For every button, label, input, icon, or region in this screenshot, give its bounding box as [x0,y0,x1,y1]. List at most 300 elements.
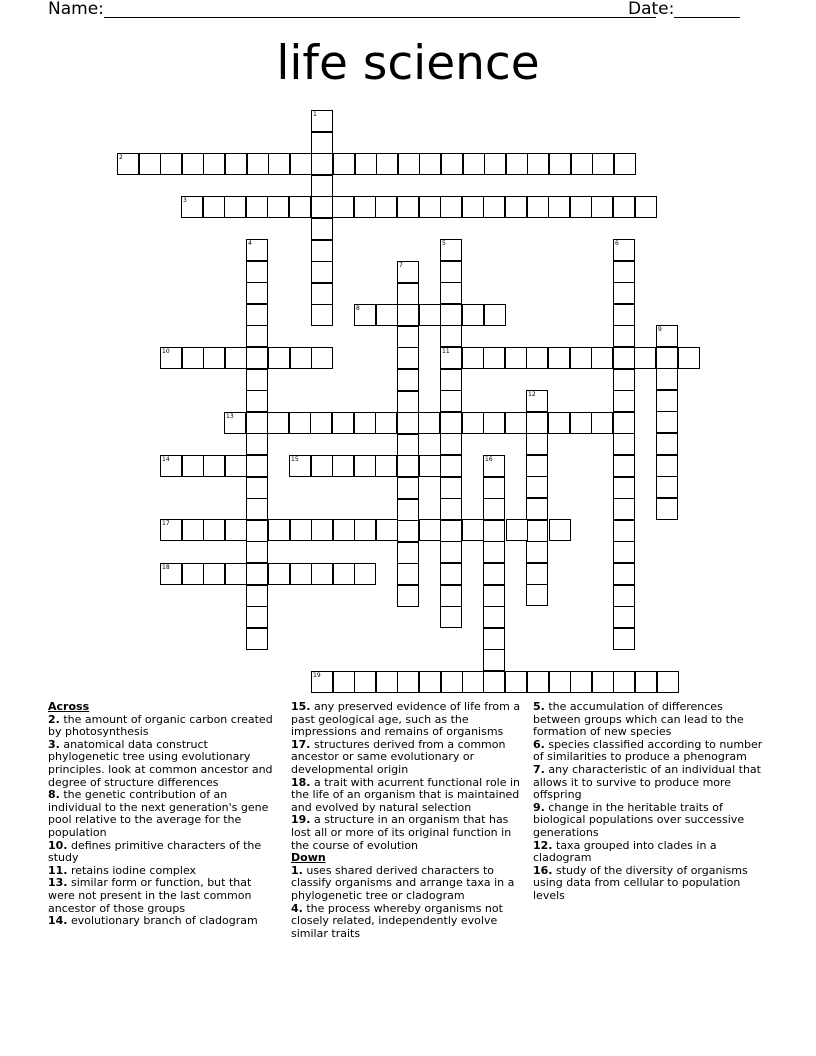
grid-cell[interactable] [440,347,462,369]
clue-item [48,840,280,865]
grid-cell[interactable] [656,498,678,520]
clue-item [48,714,280,739]
clue-item [291,777,523,815]
grid-cell[interactable] [419,519,441,541]
grid-cell[interactable] [483,628,505,650]
grid-cell[interactable] [591,412,613,434]
grid-cell[interactable] [397,326,419,348]
grid-cell[interactable] [462,519,484,541]
grid-cell[interactable] [203,519,225,541]
grid-cell[interactable] [354,196,376,218]
grid-cell[interactable] [440,196,462,218]
grid-cell[interactable] [225,347,247,369]
grid-cell[interactable] [548,347,570,369]
clue-item-number: 1. [291,863,303,877]
grid-cell[interactable] [570,671,592,693]
grid-cell[interactable] [440,282,462,304]
grid-cell[interactable] [570,347,592,369]
grid-cell[interactable] [268,347,290,369]
grid-cell[interactable] [290,347,312,369]
clue-item-text: the genetic contribution of an individual to the next generation's gene pool relative to the average for the population [48,788,269,839]
grid-cell[interactable] [657,671,679,693]
grid-cell[interactable] [419,455,441,477]
grid-cell[interactable] [160,153,182,175]
grid-cell[interactable] [483,520,505,542]
grid-cell[interactable] [354,563,376,585]
grid-cell[interactable] [246,585,268,607]
grid-cell[interactable] [526,455,548,477]
grid-cell[interactable] [246,433,268,455]
grid-cell[interactable] [332,412,354,434]
grid-cell[interactable] [419,153,441,175]
grid-cell[interactable] [440,477,462,499]
grid-cell[interactable] [483,498,505,520]
grid-cell[interactable] [440,563,462,585]
clue-number-3: 3 [183,197,187,204]
clue-number-11: 11 [442,348,450,355]
grid-cell[interactable] [656,325,678,347]
grid-cell[interactable] [463,153,485,175]
clue-number-2: 2 [119,154,123,161]
grid-cell[interactable] [375,455,397,477]
grid-cell[interactable] [397,520,419,542]
grid-cell[interactable] [397,412,419,434]
grid-cell[interactable] [246,520,268,542]
grid-cell[interactable] [440,390,462,412]
grid-cell[interactable] [549,671,571,693]
clue-number-5: 5 [442,240,446,247]
grid-cell[interactable] [182,347,204,369]
grid-cell[interactable] [311,240,333,262]
grid-cell[interactable] [613,412,635,434]
grid-cell[interactable] [268,519,290,541]
grid-cell[interactable] [441,671,463,693]
grid-cell[interactable] [440,585,462,607]
grid-cell[interactable] [548,196,570,218]
grid-cell[interactable] [246,282,268,304]
grid-cell[interactable] [506,519,528,541]
grid-cell[interactable] [570,412,592,434]
grid-cell[interactable] [548,412,570,434]
grid-cell[interactable] [397,261,419,283]
clue-item-text: similar form or function, but that were not present in the last common ancestor of those groups [48,876,252,915]
grid-cell[interactable] [225,519,247,541]
grid-cell[interactable] [614,153,636,175]
clue-item-number: 10. [48,838,68,852]
grid-cell[interactable] [397,455,419,477]
grid-cell[interactable] [311,132,333,154]
grid-cell[interactable] [613,369,635,391]
grid-cell[interactable] [246,498,268,520]
grid-cell[interactable] [247,153,269,175]
grid-cell[interactable] [526,563,548,585]
clue-item [533,701,765,739]
grid-cell[interactable] [225,455,247,477]
grid-cell[interactable] [656,433,678,455]
grid-cell[interactable] [570,196,592,218]
clue-item [533,802,765,840]
grid-cell[interactable] [267,412,289,434]
grid-cell[interactable] [613,477,635,499]
clue-item-number: 19. [291,813,311,827]
grid-cell[interactable] [354,671,376,693]
grid-cell[interactable] [268,563,290,585]
grid-cell[interactable] [397,196,419,218]
grid-cell[interactable] [290,563,312,585]
clue-item-number: 17. [291,737,311,751]
clue-item-text: structures derived from a common ancestor or same evolutionary or developmental origin [291,737,506,776]
clue-item-number: 6. [533,737,545,751]
grid-cell[interactable] [224,412,246,434]
grid-cell[interactable] [462,412,484,434]
clue-item-text: a structure in an organism that has lost all or more of its original function in the course of evolution [291,813,512,852]
grid-cell[interactable] [656,390,678,412]
grid-cell[interactable] [613,498,635,520]
grid-cell[interactable] [505,347,527,369]
grid-cell[interactable] [613,390,635,412]
grid-cell[interactable] [311,519,333,541]
grid-cell[interactable] [203,196,225,218]
grid-cell[interactable] [483,585,505,607]
grid-cell[interactable] [225,563,247,585]
clue-item-number: 16. [533,863,553,877]
grid-cell[interactable] [246,196,268,218]
grid-cell[interactable] [246,412,268,434]
grid-cell[interactable] [225,153,247,175]
grid-cell[interactable] [440,304,462,326]
grid-cell[interactable] [613,433,635,455]
clue-column-2 [291,701,523,940]
grid-cell[interactable] [635,196,657,218]
grid-cell[interactable] [440,261,462,283]
grid-cell[interactable] [181,196,203,218]
grid-cell[interactable] [246,477,268,499]
grid-cell[interactable] [289,455,311,477]
clue-item-text: the process whereby organisms not closely related, independently evolve similar traits [291,901,503,940]
grid-cell[interactable] [139,153,161,175]
grid-cell[interactable] [203,563,225,585]
grid-cell[interactable] [376,153,398,175]
grid-cell[interactable] [160,347,182,369]
grid-cell[interactable] [483,412,505,434]
grid-cell[interactable] [526,520,548,542]
grid-cell[interactable] [354,304,376,326]
grid-cell[interactable] [527,153,549,175]
grid-cell[interactable] [571,153,593,175]
grid-cell[interactable] [246,541,268,563]
clue-item [48,915,280,928]
grid-cell[interactable] [355,153,377,175]
grid-cell[interactable] [311,110,333,132]
name-label: Name: [48,0,104,19]
grid-cell[interactable] [484,153,506,175]
grid-cell[interactable] [246,628,268,650]
clue-item [291,903,523,941]
grid-cell[interactable] [246,304,268,326]
clue-item [533,739,765,764]
grid-cell[interactable] [376,519,398,541]
grid-cell[interactable] [613,585,635,607]
clue-number-10: 10 [162,348,170,355]
grid-cell[interactable] [333,671,355,693]
grid-cell[interactable] [526,412,548,434]
grid-cell[interactable] [311,455,333,477]
grid-cell[interactable] [483,671,505,693]
grid-cell[interactable] [333,153,355,175]
grid-cell[interactable] [311,196,333,218]
down-heading: Down [291,851,326,865]
grid-cell[interactable] [160,519,182,541]
grid-cell[interactable] [440,433,462,455]
grid-cell[interactable] [592,153,614,175]
grid-cell[interactable] [440,412,462,434]
grid-cell[interactable] [549,519,571,541]
grid-cell[interactable] [117,153,139,175]
grid-cell[interactable] [613,196,635,218]
clue-item-number: 9. [533,800,545,814]
grid-cell[interactable] [397,347,419,369]
clue-number-7: 7 [399,262,403,269]
grid-cell[interactable] [591,196,613,218]
page-title: life science [276,36,540,91]
grid-cell[interactable] [397,391,419,413]
grid-cell[interactable] [290,519,312,541]
grid-cell[interactable] [613,606,635,628]
grid-cell[interactable] [484,304,506,326]
grid-cell[interactable] [483,541,505,563]
grid-cell[interactable] [203,347,225,369]
clue-item-number: 3. [48,737,60,751]
clue-item-number: 13. [48,876,68,890]
grid-cell[interactable] [289,196,311,218]
grid-cell[interactable] [419,304,441,326]
clue-item-text: any preserved evidence of life from a past geological age, such as the impressions and remains of organisms [291,700,521,739]
grid-cell[interactable] [527,196,549,218]
clue-item [48,789,280,839]
clue-item-text: evolutionary branch of cladogram [71,914,258,928]
clue-number-4: 4 [248,240,252,247]
grid-cell[interactable] [333,519,355,541]
grid-cell[interactable] [635,671,657,693]
clue-number-6: 6 [615,240,619,247]
grid-cell[interactable] [634,347,656,369]
grid-cell[interactable] [182,519,204,541]
grid-cell[interactable] [311,175,333,197]
grid-cell[interactable] [526,390,548,412]
grid-cell[interactable] [440,541,462,563]
grid-cell[interactable] [246,325,268,347]
grid-cell[interactable] [613,671,635,693]
clue-item [291,865,523,903]
grid-cell[interactable] [462,196,484,218]
grid-cell[interactable] [397,477,419,499]
grid-cell[interactable] [613,563,635,585]
grid-cell[interactable] [441,153,463,175]
grid-cell[interactable] [289,412,311,434]
clue-item-number: 2. [48,712,60,726]
grid-cell[interactable] [182,455,204,477]
grid-cell[interactable] [419,671,441,693]
grid-cell[interactable] [440,239,462,261]
grid-cell[interactable] [375,412,397,434]
clue-item-text: anatomical data construct phylogenetic tree using evolutionary principles. look at common ancestor and degree of structure differences [48,737,273,789]
grid-cell[interactable] [376,671,398,693]
grid-cell[interactable] [311,261,333,283]
grid-cell[interactable] [311,563,333,585]
grid-cell[interactable] [656,368,678,390]
grid-cell[interactable] [526,584,548,606]
grid-cell[interactable] [246,239,268,261]
grid-cell[interactable] [613,325,635,347]
grid-cell[interactable] [311,153,333,175]
grid-cell[interactable] [203,153,225,175]
grid-cell[interactable] [506,153,528,175]
grid-cell[interactable] [419,196,441,218]
clue-item-number: 8. [48,788,60,802]
grid-cell[interactable] [246,347,268,369]
grid-cell[interactable] [246,369,268,391]
clue-number-17: 17 [162,520,170,527]
grid-cell[interactable] [268,153,290,175]
grid-cell[interactable] [613,304,635,326]
grid-cell[interactable] [505,671,527,693]
grid-cell[interactable] [440,606,462,628]
grid-cell[interactable] [397,434,419,456]
clue-item [291,739,523,777]
grid-cell[interactable] [246,261,268,283]
grid-cell[interactable] [440,455,462,477]
grid-cell[interactable] [440,520,462,542]
grid-cell[interactable] [397,369,419,391]
clue-number-1: 1 [313,111,317,118]
grid-cell[interactable] [613,282,635,304]
grid-cell[interactable] [483,347,505,369]
grid-cell[interactable] [160,455,182,477]
clue-item-text: change in the heritable traits of biological populations over successive generations [533,800,745,839]
grid-cell[interactable] [613,628,635,650]
grid-cell[interactable] [440,325,462,347]
grid-cell[interactable] [332,455,354,477]
clue-item-text: a trait with acurrent functional role in the life of an organism that is maintained and evolved by natural selection [291,775,521,814]
grid-cell[interactable] [440,369,462,391]
clue-item-text: the accumulation of differences between groups which can lead to the formation of new species [533,700,744,739]
grid-cell[interactable] [310,412,332,434]
grid-cell[interactable] [397,542,419,564]
grid-cell[interactable] [397,304,419,326]
grid-cell[interactable] [397,499,419,521]
grid-cell[interactable] [376,304,398,326]
grid-cell[interactable] [332,196,354,218]
grid-cell[interactable] [483,477,505,499]
grid-cell[interactable] [182,153,204,175]
grid-cell[interactable] [527,671,549,693]
grid-cell[interactable] [526,498,548,520]
clue-item [48,877,280,915]
grid-cell[interactable] [333,563,355,585]
grid-cell[interactable] [203,455,225,477]
grid-cell[interactable] [526,433,548,455]
grid-cell[interactable] [613,541,635,563]
grid-cell[interactable] [246,606,268,628]
clue-item-number: 14. [48,914,68,928]
grid-cell[interactable] [246,563,268,585]
clue-item [533,840,765,865]
clue-number-16: 16 [485,456,493,463]
clue-item-text: taxa grouped into clades in a cladogram [533,838,717,865]
grid-cell[interactable] [505,412,527,434]
grid-cell[interactable] [483,196,505,218]
grid-cell[interactable] [267,196,289,218]
grid-cell[interactable] [418,412,440,434]
grid-cell[interactable] [182,563,204,585]
grid-cell[interactable] [656,411,678,433]
clue-item [533,764,765,802]
grid-cell[interactable] [311,283,333,305]
grid-cell[interactable] [397,563,419,585]
grid-cell[interactable] [591,347,613,369]
grid-cell[interactable] [354,455,376,477]
grid-cell[interactable] [613,261,635,283]
grid-cell[interactable] [613,455,635,477]
grid-cell[interactable] [246,390,268,412]
grid-cell[interactable] [483,563,505,585]
grid-cell[interactable] [290,153,312,175]
grid-cell[interactable] [678,347,700,369]
grid-cell[interactable] [354,519,376,541]
grid-cell[interactable] [549,153,571,175]
clue-number-15: 15 [291,456,299,463]
grid-cell[interactable] [397,585,419,607]
grid-cell[interactable] [592,671,614,693]
grid-cell[interactable] [613,347,635,369]
grid-cell[interactable] [311,218,333,240]
grid-cell[interactable] [505,196,527,218]
grid-cell[interactable] [354,412,376,434]
clue-list [48,701,778,1031]
grid-cell[interactable] [613,239,635,261]
grid-cell[interactable] [311,304,333,326]
grid-cell[interactable] [656,476,678,498]
grid-cell[interactable] [483,606,505,628]
grid-cell[interactable] [397,283,419,305]
grid-cell[interactable] [398,153,420,175]
grid-cell[interactable] [462,304,484,326]
grid-cell[interactable] [656,455,678,477]
grid-cell[interactable] [526,541,548,563]
grid-cell[interactable] [311,671,333,693]
clue-number-19: 19 [313,672,321,679]
grid-cell[interactable] [462,671,484,693]
clue-number-18: 18 [162,564,170,571]
grid-cell[interactable] [160,563,182,585]
grid-cell[interactable] [397,671,419,693]
grid-cell[interactable] [483,649,505,671]
grid-cell[interactable] [311,347,333,369]
clue-item-text: uses shared derived characters to classify organisms and arrange taxa in a phylogenetic tree or cladogram [291,863,515,902]
grid-cell[interactable] [526,347,548,369]
grid-cell[interactable] [462,347,484,369]
clue-item [533,865,765,903]
grid-cell[interactable] [613,520,635,542]
grid-cell[interactable] [224,196,246,218]
grid-cell[interactable] [526,476,548,498]
grid-cell[interactable] [656,347,678,369]
grid-cell[interactable] [375,196,397,218]
grid-cell[interactable] [440,498,462,520]
grid-cell[interactable] [246,455,268,477]
grid-cell[interactable] [483,455,505,477]
clue-item [48,739,280,789]
